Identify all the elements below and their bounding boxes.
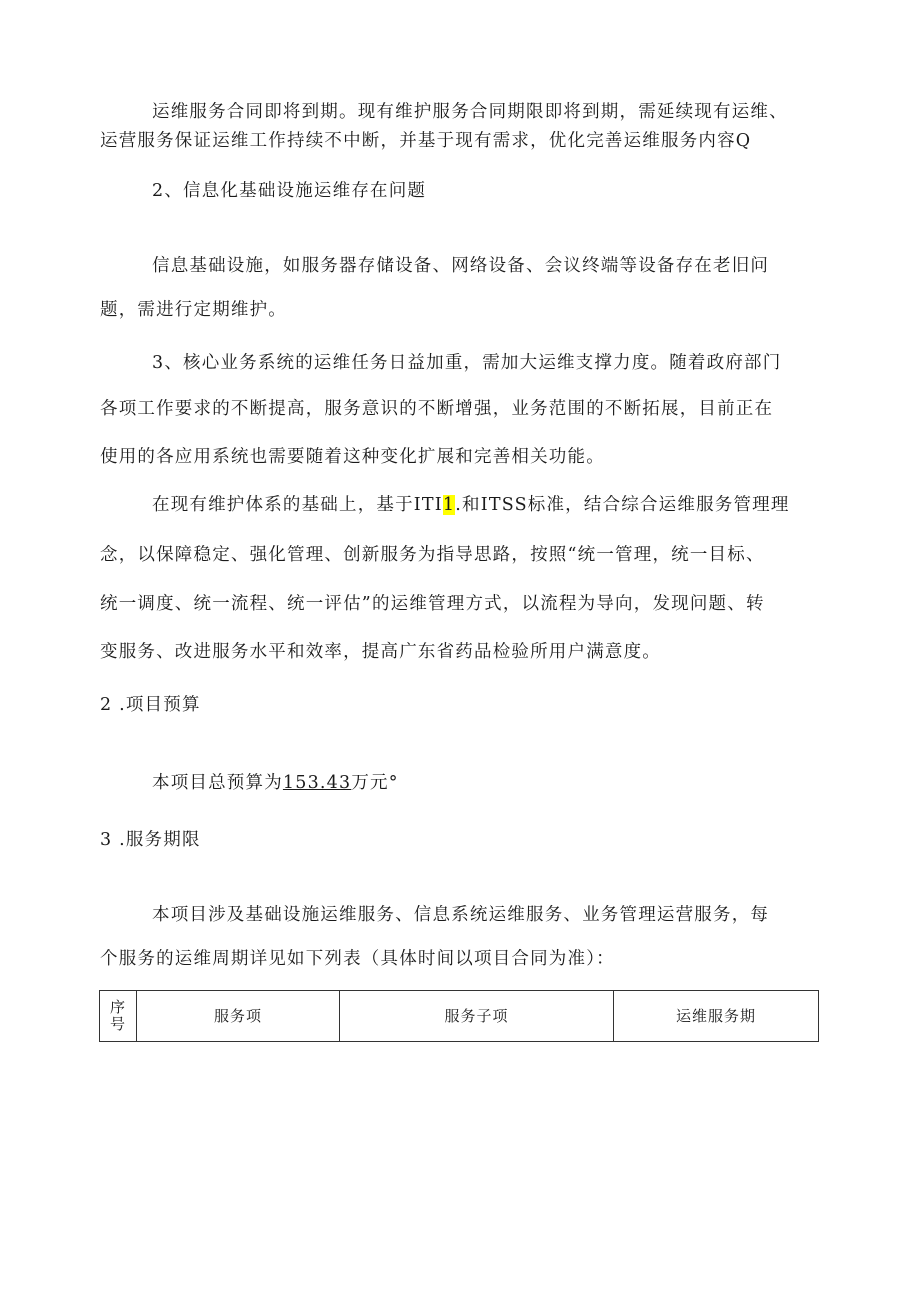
paragraph-itil-line-1 xyxy=(152,493,790,517)
paragraph-itil-text-b: .和ITSS标准，结合综合运维服务管理理 xyxy=(455,495,790,515)
subheading-infrastructure-issues: 2、信息化基础设施运维存在问题 xyxy=(152,181,427,201)
heading-project-budget: 2 .项目预算 xyxy=(100,695,201,715)
budget-text-after: 万元° xyxy=(351,773,399,793)
heading-service-period: 3 .服务期限 xyxy=(100,830,201,850)
table-header-index: 序 号 xyxy=(100,991,137,1042)
budget-text-before: 本项目总预算为 xyxy=(152,773,283,793)
paragraph-itil-line-3: 统一调度、统一流程、统一评估”的运维管理方式，以流程为导向，发现问题、转 xyxy=(100,594,765,614)
service-period-table xyxy=(99,990,819,1042)
paragraph-service-period-line-1: 本项目涉及基础设施运维服务、信息系统运维服务、业务管理运营服务，每 xyxy=(152,905,770,925)
paragraph-itil-line-2: 念，以保障稳定、强化管理、创新服务为指导思路，按照“统一管理，统一目标、 xyxy=(100,545,765,565)
paragraph-core-system-line-2: 各项工作要求的不断提高，服务意识的不断增强，业务范围的不断拓展，目前正在 xyxy=(100,399,774,419)
paragraph-service-period-line-2: 个服务的运维周期详见如下列表（具体时间以项目合同为准）： xyxy=(100,949,615,969)
paragraph-contract-line-2: 运营服务保证运维工作持续不中断，并基于现有需求，优化完善运维服务内容Q xyxy=(100,131,752,151)
paragraph-itil-text-a: 在现有维护体系的基础上，基于ITI xyxy=(152,495,443,515)
paragraph-itil-line-4: 变服务、改进服务水平和效率，提高广东省药品检验所用户满意度。 xyxy=(100,642,661,662)
table-header-service-item: 服务项 xyxy=(137,991,340,1042)
budget-amount: 153.43 xyxy=(282,773,352,793)
paragraph-infrastructure-line-2: 题，需进行定期维护。 xyxy=(100,300,287,320)
paragraph-infrastructure-line-1: 信息基础设施，如服务器存储设备、网络设备、会议终端等设备存在老旧问 xyxy=(152,256,770,276)
paragraph-contract-line-1: 运维服务合同即将到期。现有维护服务合同期限即将到期，需延续现有运维、 xyxy=(152,102,788,122)
table-header-service-period: 运维服务期 xyxy=(614,991,819,1042)
paragraph-budget xyxy=(152,771,399,795)
paragraph-core-system-line-3: 使用的各应用系统也需要随着这种变化扩展和完善相关功能。 xyxy=(100,447,605,467)
highlighted-character: 1 xyxy=(442,495,456,515)
table-header-row xyxy=(100,991,819,1042)
paragraph-core-system-line-1: 3、核心业务系统的运维任务日益加重，需加大运维支撑力度。随着政府部门 xyxy=(152,353,782,373)
table-header-service-subitem: 服务子项 xyxy=(340,991,614,1042)
